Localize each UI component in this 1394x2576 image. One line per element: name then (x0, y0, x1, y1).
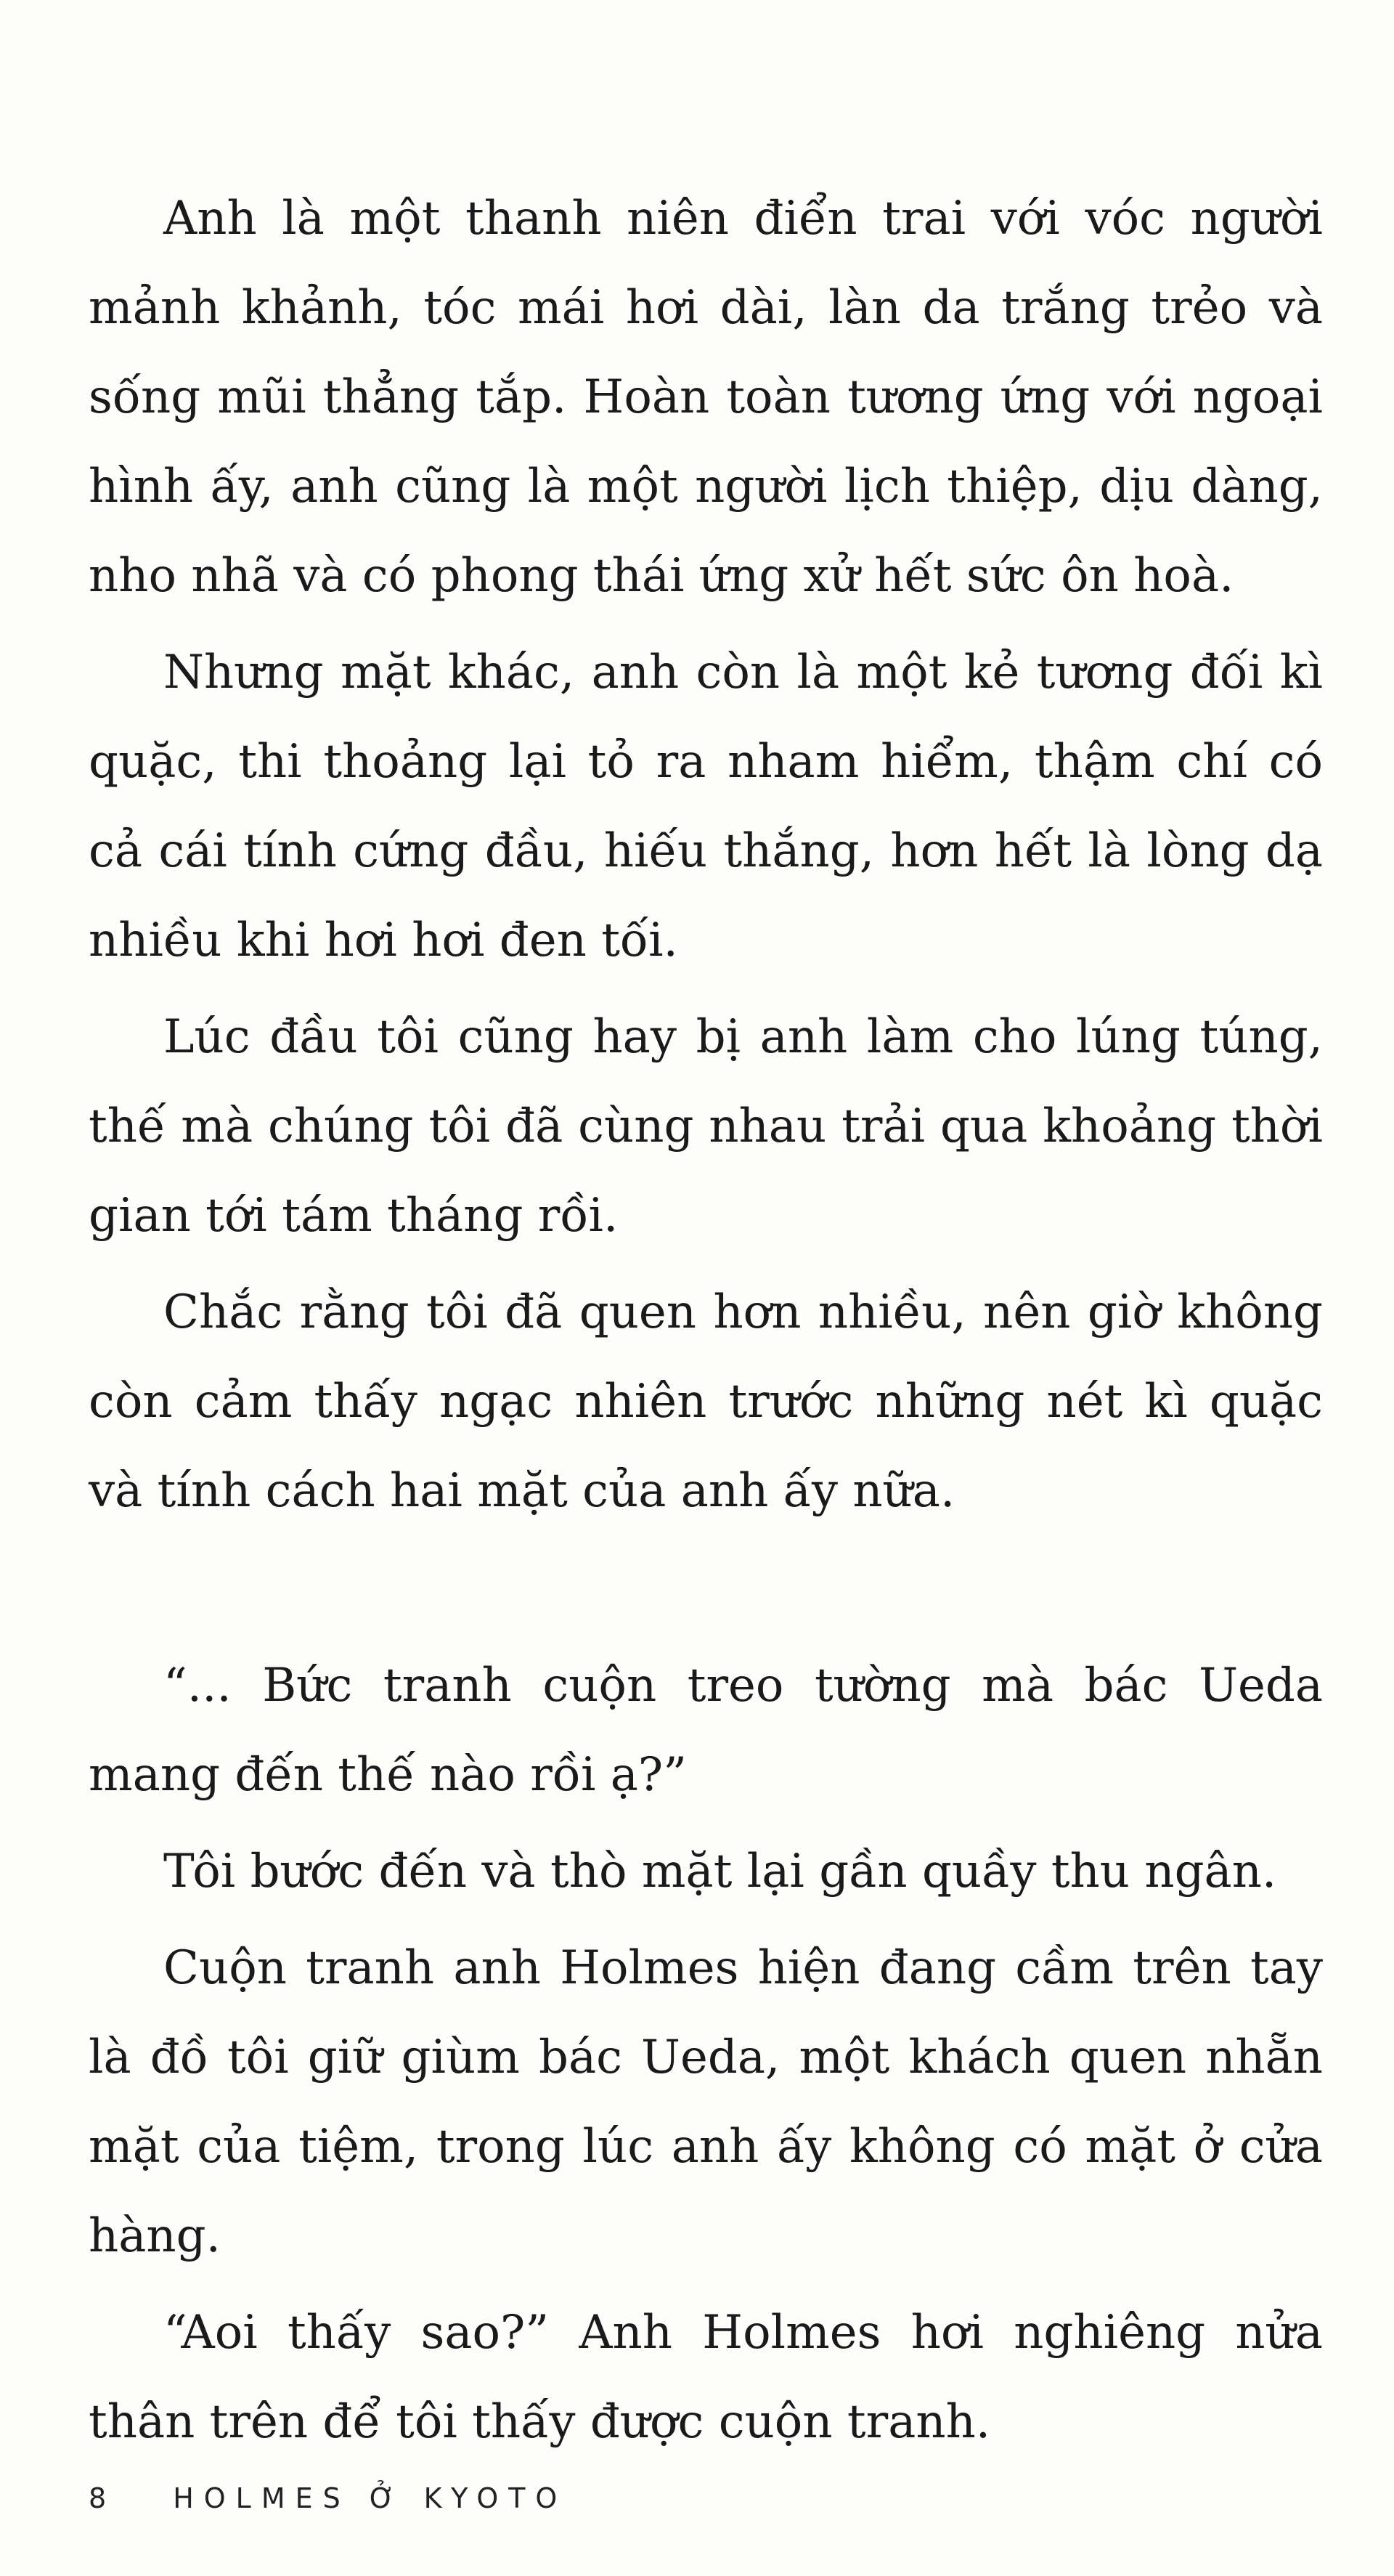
paragraph-3: Lúc đầu tôi cũng hay bị anh làm cho lúng túng, thế mà chúng tôi đã cùng nhau trải qua khoảng thời gian tới tám tháng rồi. (89, 1010, 1323, 1243)
paragraph-6: Tôi bước đến và thò mặt lại gần quầy thu ngân. (163, 1845, 1277, 1898)
section-break (89, 1543, 1323, 1641)
paragraph-1: Anh là một thanh niên điển trai với vóc người mảnh khảnh, tóc mái hơi dài, làn da trắng trẻo và sống mũi thẳng tắp. Hoàn toàn tương ứng với ngoại hình ấy, anh cũng là một người lịch thiệp, dịu dàng, nho nhã và có phong thái ứng xử hết sức ôn hoà. (89, 192, 1323, 603)
running-title: HOLMES Ở KYOTO (173, 2482, 568, 2514)
paragraph-4: Chắc rằng tôi đã quen hơn nhiều, nên giờ không còn cảm thấy ngạc nhiên trước những nét kì quặc và tính cách hai mặt của anh ấy nữa. (89, 1285, 1323, 1518)
paragraph-5: “... Bức tranh cuộn treo tường mà bác Ueda mang đến thế nào rồi ạ?” (89, 1659, 1323, 1802)
page-footer (89, 2482, 567, 2514)
paragraph-7: Cuộn tranh anh Holmes hiện đang cầm trên tay là đồ tôi giữ giùm bác Ueda, một khách quen nhẵn mặt của tiệm, trong lúc anh ấy không có mặt ở cửa hàng. (89, 1941, 1323, 2263)
paragraph-2: Nhưng mặt khác, anh còn là một kẻ tương đối kì quặc, thi thoảng lại tỏ ra nham hiểm, thậm chí có cả cái tính cứng đầu, hiếu thắng, hơn hết là lòng dạ nhiều khi hơi hơi đen tối. (89, 646, 1323, 967)
paragraph-8: “Aoi thấy sao?” Anh Holmes hơi nghiêng nửa thân trên để tôi thấy được cuộn tranh. (89, 2306, 1323, 2449)
body-text (89, 174, 1323, 2474)
page-number: 8 (89, 2482, 107, 2514)
